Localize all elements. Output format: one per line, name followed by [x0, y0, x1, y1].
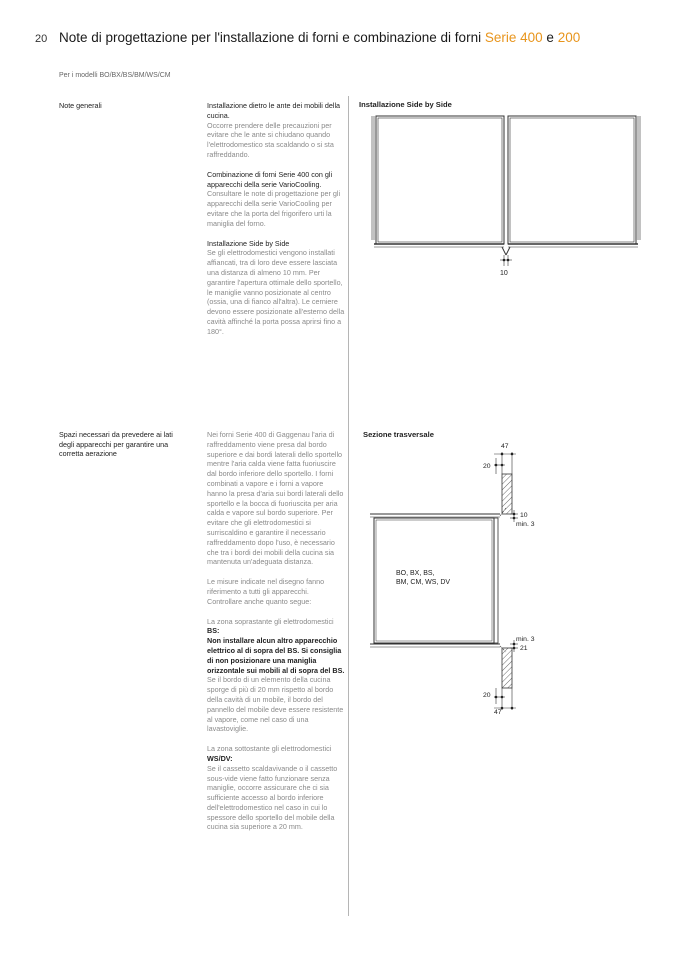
title-series-b: 200: [557, 30, 581, 45]
page-title: [59, 30, 580, 45]
title-series-a: Serie 400: [484, 30, 543, 45]
dim-bottom-min3: min. 3: [516, 636, 535, 643]
dim-top-min3: min. 3: [516, 521, 535, 528]
s1-p3-body: Se gli elettrodomestici vengono installati affiancati, tra di loro deve essere lasciata una distanza di almeno 10 mm. Per garantire l'apertura ottimale dello sportello, le maniglie vanno posizionate al centro (ossia, una di fianco all'altra). Le cerniere devono essere posizionate all'esterno della cavità affinché la porta possa aprirsi fino a 180°.: [207, 248, 345, 336]
right-handle: [506, 247, 510, 255]
s1-p1-heading: Installazione dietro le ante dei mobili della cucina.: [207, 101, 341, 120]
section1-label: Note generali: [59, 101, 102, 110]
models-line-2: BM, CM, WS, DV: [396, 579, 451, 586]
bs-body: Se il bordo di un elemento della cucina sporge di più di 20 mm rispetto al bordo della cavità di un mobile, il bordo del pannello del mobile deve essere resistente al vapore, come nel caso di una lavastoviglie.: [207, 675, 344, 734]
cross-section-diagram-title: Sezione trasversale: [363, 430, 434, 439]
title-prefix: Note di progettazione per l'installazione di forni e combinazione di forni: [59, 30, 482, 45]
s1-paragraph: [207, 239, 345, 337]
right-oven-outline: [508, 116, 636, 244]
lower-cabinet-front: [502, 648, 512, 688]
upper-cabinet-front: [502, 474, 512, 514]
s1-paragraph: [207, 170, 345, 229]
s2-paragraph-ws: [207, 744, 345, 832]
column-divider: [348, 96, 349, 916]
dim-top-10: 10: [520, 512, 528, 519]
left-handle: [502, 247, 506, 255]
left-oven-outline: [376, 116, 504, 244]
dim-top-47: 47: [501, 443, 509, 450]
s1-paragraph: [207, 101, 345, 160]
side-by-side-diagram: [350, 108, 650, 283]
dim-bottom-21: 21: [520, 645, 528, 652]
s1-p1-body: Occorre prendere delle precauzioni per evitare che le ante si chiudano quando l'elettrodomestico sta scaldando o si sta raffreddando.: [207, 120, 334, 159]
cross-section-diagram: [350, 438, 650, 728]
s1-p3-heading: Installazione Side by Side: [207, 238, 290, 248]
s1-p2-body: Consultare le note di progettazione per gli apparecchi della serie VarioCooling per evitare che la porta del frigorifero urti la maniglia del forno.: [207, 189, 341, 228]
side-by-side-diagram-title: Installazione Side by Side: [359, 100, 452, 109]
models-line-1: BO, BX, BS,: [396, 570, 435, 577]
title-and: e: [546, 30, 554, 45]
section1-text: [207, 101, 345, 347]
left-oven-inner: [378, 118, 502, 242]
dim-top-20: 20: [483, 463, 491, 470]
page-number: 20: [35, 33, 48, 45]
dim-bottom-20: 20: [483, 692, 491, 699]
ws-intro: La zona sottostante gli elettrodomestici: [207, 744, 332, 754]
bs-intro: La zona soprastante gli elettrodomestici: [207, 616, 334, 626]
ws-tag: WS/DV:: [207, 753, 233, 763]
section2-text: [207, 430, 345, 842]
right-oven-inner: [510, 118, 634, 242]
section2-label: Spazi necessari da prevedere ai lati degli apparecchi per garantire una corretta aerazione: [59, 430, 173, 459]
gap-dimension-label: 10: [500, 270, 508, 277]
s1-p2-heading: Combinazione di forni Serie 400 con gli apparecchi della serie VarioCooling.: [207, 169, 333, 189]
dim-bottom-47: 47: [494, 709, 502, 716]
bs-tag: BS:: [207, 626, 220, 636]
page-subtitle: Per i modelli BO/BX/BS/BM/WS/CM: [59, 72, 171, 79]
bs-warning: Non installare alcun altro apparecchio elettrico al di sopra del BS. Si consiglia di non posizionare una maniglia orizzontale sui mobili al di sopra del BS.: [207, 636, 345, 675]
s2-paragraph-1: Nei forni Serie 400 di Gaggenau l'aria di raffreddamento viene presa dal bordo superiore e dai bordi laterali dello sportello mentre l'aria calda viene fatta fuoriuscire dal bordo inferiore dello sportello. I forni combinati a vapore e i forni a vapore hanno la presa d'aria sui bordi laterali dello sportello e la bocca di fuoriuscita per aria calda e vapore sul bordo superiore. Per evitare che gli elettrodomestici si surriscaldino e garantire il necessario raffreddamento dopo l'uso, è necessario che tra i bordi dei mobili della cucina sia mantenuta un'adeguata distanza.: [207, 430, 344, 567]
oven-door: [494, 518, 498, 643]
s2-paragraph-bs: [207, 617, 345, 735]
ws-body: Se il cassetto scaldavivande o il cassetto sous-vide viene fatto funzionare senza maniglie, occorre assicurare che ci sia sufficiente accesso al bordo inferiore dell'elettrodomestico nel caso in cui lo spessore dello sportello del mobile della cucina sia superiore a 20 mm.: [207, 763, 338, 832]
s2-paragraph-2: Le misure indicate nel disegno fanno riferimento a tutti gli apparecchi. Controllare anche quanto segue:: [207, 577, 325, 606]
